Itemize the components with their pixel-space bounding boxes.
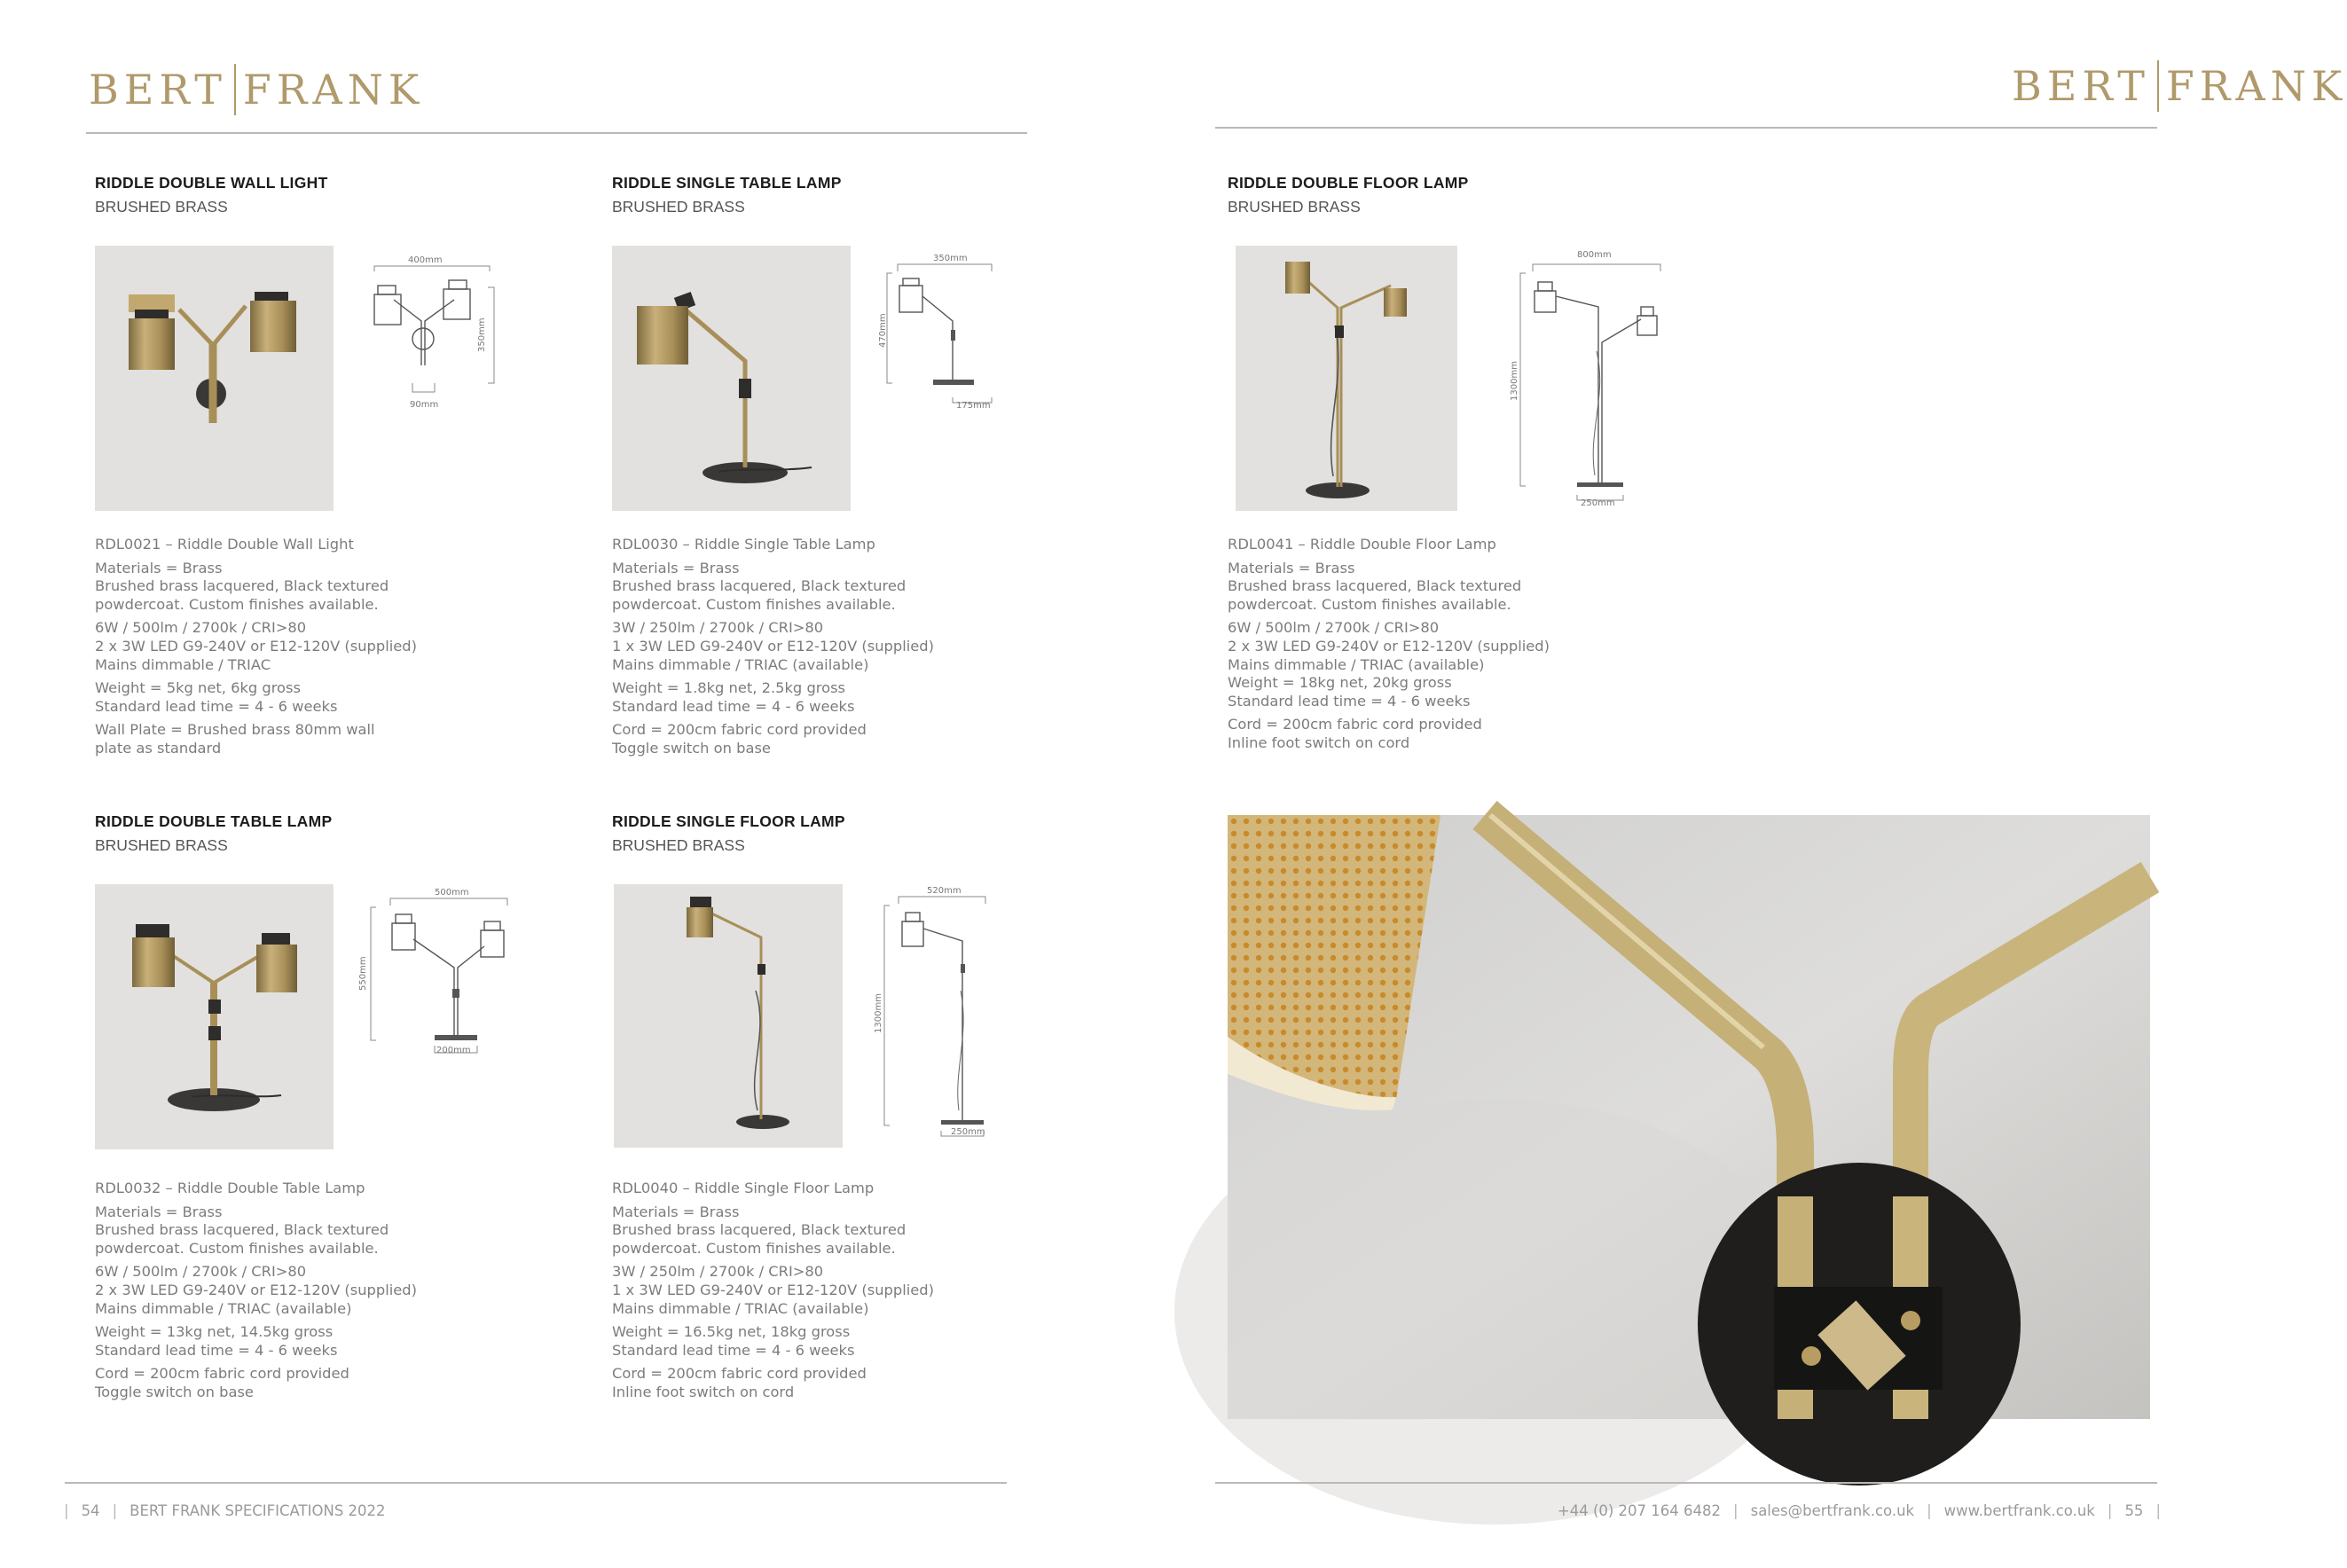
dimension-height-label: 1300mm [1510,361,1519,401]
spec-line: powdercoat. Custom finishes available. [1228,595,1511,613]
brand-logo-right [2012,60,2347,112]
spec-line: Brushed brass lacquered, Black textured [612,1221,907,1239]
spec-line: Mains dimmable / TRIAC [95,655,271,673]
spec-line: Standard lead time = 4 - 6 weeks [612,1341,855,1359]
logo-word-bert: BERT [2012,62,2150,110]
dimension-width-label: 500mm [435,888,469,898]
spec-line: 1 x 3W LED G9-240V or E12-120V (supplied) [612,637,934,655]
spec-line: 6W / 500lm / 2700k / CRI>80 [95,619,307,637]
spec-line: 6W / 500lm / 2700k / CRI>80 [95,1263,307,1281]
spec-line: powdercoat. Custom finishes available. [612,1239,896,1257]
dimension-height-label: 350mm [477,318,487,352]
spec-line: Weight = 13kg net, 14.5kg gross [95,1323,334,1341]
spec-line: Mains dimmable / TRIAC (available) [612,655,869,673]
product-heading [95,812,332,855]
publication-title: BERT FRANK SPECIFICATIONS 2022 [130,1502,386,1519]
header-rule-right [1215,127,2157,129]
dimension-width-label: 800mm [1577,250,1612,260]
product-heading [612,812,845,855]
spec-line: Materials = Brass [612,559,740,576]
product-photo [614,884,843,1148]
spec-line: Brushed brass lacquered, Black textured [1228,577,1522,595]
footer-left: | 54 | BERT FRANK SPECIFICATIONS 2022 [64,1502,386,1519]
product-finish: BRUSHED BRASS [612,836,745,854]
spec-line: Materials = Brass [95,559,223,576]
spec-line: Standard lead time = 4 - 6 weeks [612,697,855,715]
dimension-height-label: 550mm [358,956,368,991]
product-finish: BRUSHED BRASS [95,836,228,854]
spec-line: 2 x 3W LED G9-240V or E12-120V (supplied) [1228,637,1550,655]
spec-line: Inline foot switch on cord [612,1383,795,1400]
product-title: RIDDLE DOUBLE FLOOR LAMP [1228,174,1469,192]
spec-line: Toggle switch on base [95,1383,254,1400]
spec-line: Standard lead time = 4 - 6 weeks [95,697,338,715]
page-number: 54 [81,1502,100,1519]
spec-line: Brushed brass lacquered, Black textured [95,577,389,595]
spec-line: Weight = 16.5kg net, 18kg gross [612,1323,851,1341]
logo-word-frank: FRANK [242,66,425,114]
dimension-depth-label: 175mm [956,401,991,411]
dimension-width-label: 400mm [408,255,443,265]
spec-line: Inline foot switch on cord [1228,733,1410,751]
product-spec [612,1180,1109,1402]
spec-line: Standard lead time = 4 - 6 weeks [1228,692,1471,710]
product-photo [95,884,334,1149]
spec-line: Wall Plate = Brushed brass 80mm wall [95,721,375,739]
spec-line: Cord = 200cm fabric cord provided [1228,716,1482,733]
product-heading [95,174,328,216]
spec-line: 2 x 3W LED G9-240V or E12-120V (supplied) [95,1281,417,1298]
dimension-diagram [878,250,1002,419]
product-photo [1236,246,1457,511]
logo-divider [2157,60,2159,112]
product-title: RIDDLE DOUBLE TABLE LAMP [95,812,333,830]
product-heading [612,174,842,216]
dimension-diagram [355,884,523,1062]
spec-line: Brushed brass lacquered, Black textured [95,1221,389,1239]
dimension-height-label: 1300mm [874,993,883,1033]
spec-line: Cord = 200cm fabric cord provided [612,721,867,739]
dimension-depth-label: 250mm [1581,498,1615,508]
detail-photo [1228,815,2150,1419]
footer-rule-right [1215,1482,2157,1484]
spec-product-code: RDL0030 – Riddle Single Table Lamp [612,536,875,553]
spec-line: 3W / 250lm / 2700k / CRI>80 [612,619,824,637]
dimension-diagram [355,250,514,419]
spec-line: Weight = 5kg net, 6kg gross [95,679,301,697]
spec-line: 6W / 500lm / 2700k / CRI>80 [1228,619,1440,637]
dimension-width-label: 520mm [927,886,962,896]
spec-line: Weight = 18kg net, 20kg gross [1228,674,1452,692]
product-title: RIDDLE SINGLE TABLE LAMP [612,174,842,192]
logo-divider [234,64,236,115]
spec-line: powdercoat. Custom finishes available. [95,595,379,613]
header-rule-left [86,132,1027,134]
spec-line: 2 x 3W LED G9-240V or E12-120V (supplied) [95,637,417,655]
spec-line: Mains dimmable / TRIAC (available) [1228,655,1485,673]
spec-line: Weight = 1.8kg net, 2.5kg gross [612,679,846,697]
logo-word-bert: BERT [89,66,227,114]
logo-word-frank: FRANK [2165,62,2347,110]
brand-logo-left [89,64,424,115]
product-photo [95,246,334,511]
spec-line: Toggle switch on base [612,739,771,757]
spec-line: Materials = Brass [1228,559,1355,576]
dimension-diagram [874,884,998,1150]
product-finish: BRUSHED BRASS [612,198,745,216]
product-heading [1228,174,1469,216]
spec-line: 3W / 250lm / 2700k / CRI>80 [612,1263,824,1281]
contact-phone: +44 (0) 207 164 6482 [1557,1502,1722,1519]
dimension-width-label: 350mm [933,254,968,263]
dimension-diagram [1499,245,1668,511]
contact-email-link[interactable]: sales@bertfrank.co.uk [1750,1502,1915,1519]
dimension-depth-label: 90mm [410,400,439,410]
footer-right: +44 (0) 207 164 6482 | sales@bertfrank.co.uk | www.bertfrank.co.uk | 55 | [1557,1502,2161,1519]
spec-line: powdercoat. Custom finishes available. [95,1239,379,1257]
spec-line: Materials = Brass [612,1203,740,1220]
spec-product-code: RDL0040 – Riddle Single Floor Lamp [612,1180,875,1196]
spec-product-code: RDL0021 – Riddle Double Wall Light [95,536,354,553]
spec-product-code: RDL0041 – Riddle Double Floor Lamp [1228,536,1496,553]
dimension-depth-label: 200mm [436,1046,471,1055]
footer-rule-left [65,1482,1007,1484]
product-title: RIDDLE SINGLE FLOOR LAMP [612,812,845,830]
spec-line: Brushed brass lacquered, Black textured [612,577,907,595]
spec-line: Cord = 200cm fabric cord provided [95,1365,349,1383]
spec-line: plate as standard [95,739,222,757]
spec-product-code: RDL0032 – Riddle Double Table Lamp [95,1180,365,1196]
product-title: RIDDLE DOUBLE WALL LIGHT [95,174,328,192]
spec-line: Mains dimmable / TRIAC (available) [612,1299,869,1317]
dimension-depth-label: 250mm [951,1127,985,1137]
dimension-height-label: 470mm [878,313,888,348]
spec-line: Materials = Brass [95,1203,223,1220]
product-spec [1228,536,1724,753]
spec-line: Cord = 200cm fabric cord provided [612,1365,867,1383]
product-spec [95,536,592,758]
product-finish: BRUSHED BRASS [95,198,228,216]
product-finish: BRUSHED BRASS [1228,198,1361,216]
spec-line: Standard lead time = 4 - 6 weeks [95,1341,338,1359]
product-spec [95,1180,592,1402]
spec-line: powdercoat. Custom finishes available. [612,595,896,613]
product-photo [612,246,851,511]
product-spec [612,536,1109,758]
website-link[interactable]: www.bertfrank.co.uk [1943,1502,2095,1519]
page-number: 55 [2124,1502,2144,1519]
spec-line: Mains dimmable / TRIAC (available) [95,1299,352,1317]
spec-line: 1 x 3W LED G9-240V or E12-120V (supplied) [612,1281,934,1298]
